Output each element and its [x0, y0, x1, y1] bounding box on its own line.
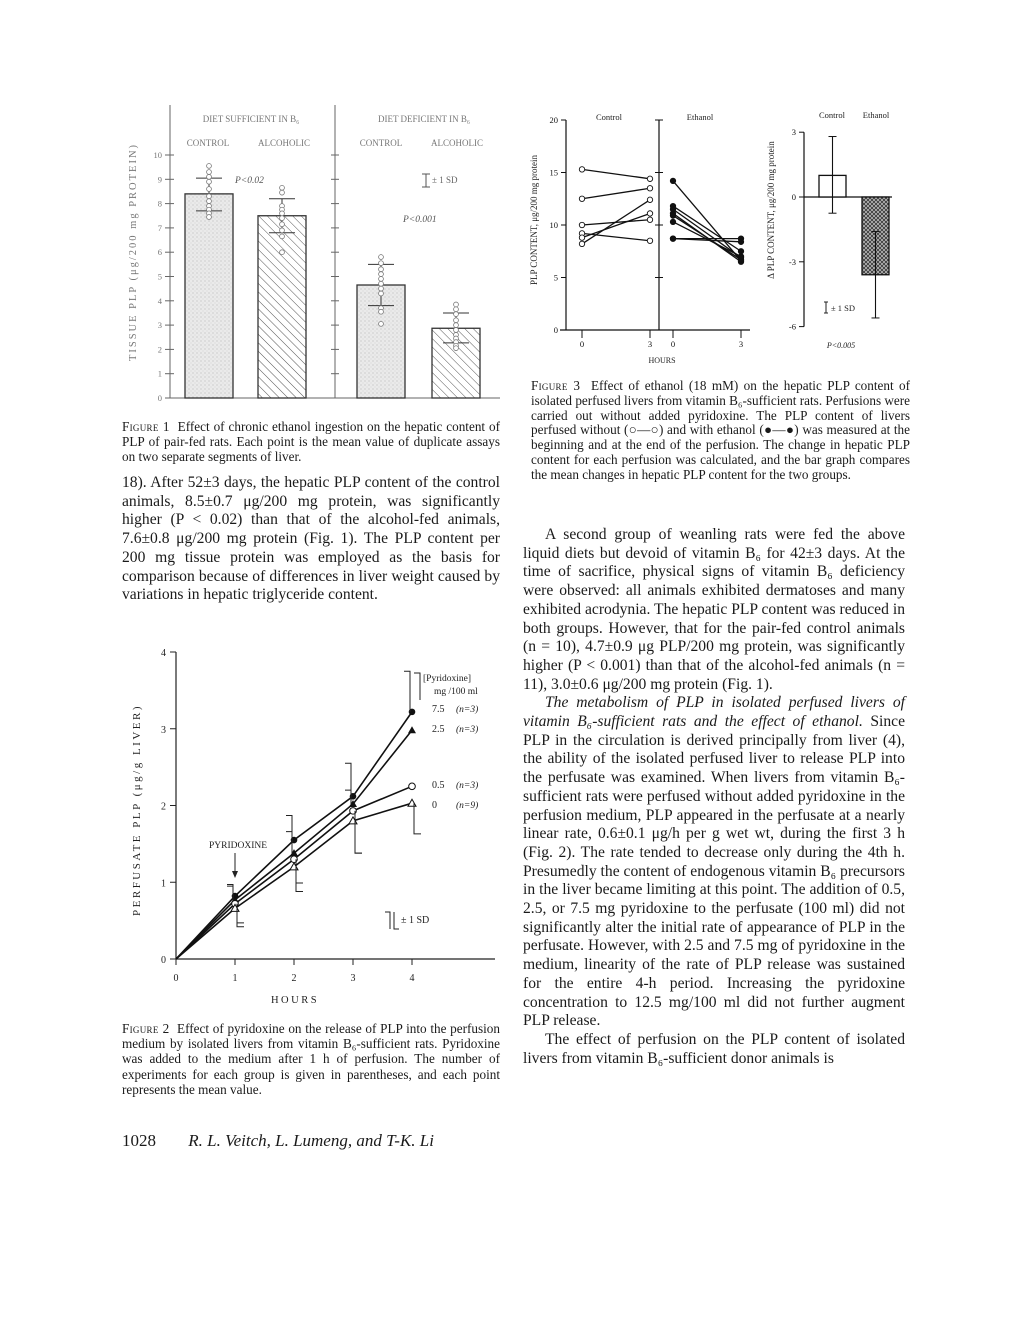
right-paragraph-1: A second group of weanling rats were fed the above liquid diets but devoid of vitamin B₆ for 42±3 days. At the time of sacrifice, physical signs of vitamin B₆ deficiency were observed: all animals exhibited dermatoses and many exhibited acrodynia. The hepatic PLP content was reduced in both groups. However, that for the pair-fed control animals (n = 10), 4.7±0.9 μg PLP/200 mg protein, was significantly higher (P < 0.001) than that of the alcohol-fed animals (n = 11), 3.0±0.6 μg/200 mg protein (Fig. 1). — [523, 526, 905, 693]
figure-3-pair-control — [579, 211, 652, 241]
figure-3-marker-open — [647, 238, 652, 243]
figure-1-bar — [185, 194, 233, 398]
figure-3-marker-filled — [670, 213, 675, 218]
figure-1-data-point — [454, 323, 459, 328]
figure-1-pvalue-2: P<0.001 — [403, 215, 437, 225]
figure-3-pvalue: P<0.005 — [826, 341, 856, 350]
figure-3-bar-ethanol — [862, 197, 889, 318]
figure-2-series-line — [176, 803, 412, 959]
figure-1-data-point — [379, 281, 384, 286]
figure-3-y-tick-label: 0 — [553, 325, 558, 335]
figure-1-data-point — [207, 164, 212, 169]
figure-1-y-tick-label: 2 — [157, 344, 162, 355]
figure-1-data-point — [280, 250, 285, 255]
figure-3-x-tick-label: 0 — [579, 339, 585, 349]
figure-2-x-tick-label: 0 — [173, 973, 179, 984]
figure-1-data-point — [379, 272, 384, 277]
figure-1-group-1-label: DIET SUFFICIENT IN B₆ — [202, 114, 300, 124]
figure-1-data-point — [454, 318, 459, 323]
figure-3-sd-legend — [824, 302, 855, 313]
figure-1-y-axis-label: TISSUE PLP (μg/200 mg PROTEIN) — [128, 142, 139, 362]
figure-1-y-tick-label: 5 — [157, 271, 162, 282]
figure-1-data-point — [207, 215, 212, 220]
figure-1-data-point — [280, 234, 285, 239]
figure-1-data-point — [280, 190, 285, 195]
figure-3-pair-ethanol — [670, 203, 743, 254]
figure-2-legend-title-1: [Pyridoxine] — [423, 674, 472, 684]
figure-3-right-y-tick-label: 3 — [791, 127, 796, 138]
right-paragraph-3: The effect of perfusion on the PLP content of isolated livers from vitamin B₆-sufficient donor animals is — [523, 1030, 905, 1067]
figure-2-y-tick-label: 4 — [161, 648, 166, 659]
figure-1-data-point — [454, 346, 459, 351]
figure-3-marker-filled — [670, 219, 675, 224]
figure-1-y-tick-label: 6 — [157, 247, 162, 258]
figure-1-data-point — [454, 302, 459, 307]
figure-1-bar-group — [357, 255, 405, 398]
figure-2-x-axis-label: HOURS — [270, 995, 320, 1006]
figure-1-data-point — [207, 194, 212, 199]
figure-3-panel-ethanol: Ethanol — [686, 112, 714, 122]
figure-3-marker-open — [647, 186, 652, 191]
figure-2-x-tick-label: 2 — [291, 973, 297, 984]
figure-1-data-point — [280, 216, 285, 221]
figure-1-caption-text: Effect of chronic ethanol ingestion on the hepatic content of PLP of pair-fed rats. Each point is the mean value of duplicate assays on two separate segments of liver. — [122, 419, 501, 465]
figure-2-legend-title-2: mg /100 ml — [434, 687, 478, 697]
figure-1-y-tick-label: 4 — [157, 295, 162, 306]
figure-1-data-point — [379, 321, 384, 326]
figure-1-y-tick-label: 9 — [157, 174, 162, 185]
left-paragraph-text: 18). After 52±3 days, the hepatic PLP content of the control animals, 8.5±0.7 μg/200 mg protein, was significantly higher (P < 0.02) than that of the alcohol-fed animals, 7.6±0.8 μg/200 mg protein (Fig. 1). The PLP content per 200 mg tissue protein was employed as the basis for comparison because of differences in liver weight caused by variations in hepatic triglyceride content. — [122, 474, 500, 604]
figure-2-pyridoxine-annotation — [209, 841, 267, 878]
figure-1-y-tick-label: 0 — [157, 393, 162, 403]
figure-3-marker-filled — [738, 249, 743, 254]
figure-2-sd-bracket — [355, 811, 362, 853]
figure-1-data-point — [379, 255, 384, 260]
figure-3-pair-control — [579, 167, 652, 182]
right-paragraph-2 — [523, 694, 905, 1031]
figure-3-right-y-tick-label: -3 — [788, 256, 796, 267]
figure-2-marker-open-triangle — [408, 799, 416, 806]
figure-1-y-tick-label: 10 — [153, 150, 162, 160]
figure-1-data-point — [280, 228, 285, 233]
figure-2-caption — [122, 1021, 500, 1097]
figure-1-data-point — [280, 185, 285, 190]
figure-3-pair-line — [582, 213, 650, 237]
figure-1-group-2-label: DIET DEFICIENT IN B₆ — [377, 114, 471, 124]
figure-1-sd-legend — [422, 174, 458, 187]
figure-2-legend-n: (n=3) — [456, 705, 479, 715]
figure-3-right-y-tick-label: 0 — [791, 192, 796, 202]
figure-3-marker-filled — [738, 239, 743, 244]
figure-3-caption-text: Effect of ethanol (18 mM) on the hepatic PLP content of isolated perfused livers from vitamin B₆-sufficient rats. Perfusions were carried out without added pyridoxine. The PLP content of livers perfused without (○—○) and with ethanol (●—●) was measured at the beginning and at the end of the perfusion. The change in hepatic PLP content for each perfusion was calculated, and the bar graph compares the mean changes in hepatic PLP content for the two groups. — [531, 378, 911, 482]
right-paragraph-2-body: Since PLP in the circulation is derived principally from liver (4), the ability of the isolated perfused liver to release PLP into the perfusate was examined. When livers from vitamin B₆-sufficient rats were perfused without added pyridoxine in the perfusion medium, PLP appeared in the perfusate at a nearly linear rate, 0.6±0.1 μg/h per g wet wt, during the first 3 h (Fig. 2). The rate tended to decrease only during the 4th h. Presumedly the content of endogenous vitamin B₆ precursors in the liver became limiting at this point. The addition of 0.5, 2.5, or 7.5 mg pyridoxine to the perfusate (100 ml) did not significantly alter the initial rate of appearance of PLP in the perfusate. However, with 2.5 and 7.5 mg of pyridoxine in the medium, linearity of the rate of PLP release was sustained for the entire 4-h period. Increasing the pyridoxine concentration to 12.5 mg/100 ml did not further augment PLP release. — [523, 713, 905, 1030]
figure-2-y-tick-label: 3 — [161, 724, 166, 736]
figure-2-series-line — [176, 712, 412, 959]
svg-text:± 1 SD: ± 1 SD — [401, 915, 430, 926]
figure-2-legend-n: (n=3) — [456, 725, 479, 735]
figure-2-marker-filled-triangle — [408, 726, 416, 733]
figure-1-data-point — [379, 291, 384, 296]
figure-2-chart — [110, 640, 510, 1010]
figure-1-caption-label: Figure 1 — [122, 419, 170, 434]
figure-3-marker-filled — [670, 178, 675, 183]
figure-3-caption — [531, 379, 910, 483]
figure-3-pair-line — [673, 206, 741, 251]
figure-3-panel-control: Control — [596, 112, 622, 122]
figure-1-caption — [122, 419, 500, 465]
figure-3-pair-line — [582, 169, 650, 178]
figure-2-x-tick-label: 3 — [350, 973, 356, 984]
figure-1-y-tick-label: 8 — [157, 198, 162, 209]
figure-3-caption-label: Figure 3 — [531, 378, 581, 393]
figure-3-marker-open — [647, 176, 652, 181]
figure-2-x-tick-label: 1 — [232, 973, 238, 984]
figure-3-marker-filled — [738, 254, 743, 259]
page-footer — [122, 1131, 434, 1151]
figure-1-cat-control-1: CONTROL — [186, 138, 230, 148]
figure-3-right-y-tick-label: -6 — [788, 321, 796, 332]
figure-1-data-point — [207, 170, 212, 175]
figure-2-sd-legend — [385, 912, 429, 929]
figure-1-data-point — [207, 174, 212, 179]
figure-1-y-tick-label: 7 — [157, 222, 162, 233]
figure-2-series-7-5 — [176, 671, 415, 959]
left-paragraph — [122, 474, 500, 605]
figure-2-series-0 — [176, 799, 421, 959]
figure-1-pvalue-1: P<0.02 — [235, 176, 264, 186]
figure-2-sd-bracket — [404, 671, 410, 712]
section-heading: The metabolism of PLP in isolated perfused livers of vitamin B₆-sufficient rats and the effect of ethanol. — [523, 694, 905, 731]
figure-3-marker-open — [579, 222, 584, 227]
figure-1-data-point — [207, 199, 212, 204]
figure-2-y-tick-label: 0 — [161, 955, 166, 966]
page-number: 1028 — [122, 1131, 156, 1150]
figure-3-left-y-axis-label: PLP CONTENT, μg/200 mg protein — [529, 154, 539, 286]
figure-2-legend-bracket — [414, 673, 420, 700]
figure-1-cat-alcoholic-2: ALCOHOLIC — [431, 138, 483, 148]
figure-1-cat-alcoholic-1: ALCOHOLIC — [258, 138, 310, 148]
figure-1-chart — [110, 100, 510, 410]
figure-3-pair-control — [579, 186, 652, 202]
figure-1-data-point — [379, 261, 384, 266]
figure-2-legend-n: (n=3) — [456, 781, 479, 791]
right-column-text — [523, 526, 905, 1068]
figure-1-data-point — [379, 277, 384, 282]
figure-3-right-y-axis-label: Δ PLP CONTENT, μg/200 mg protein — [766, 141, 776, 279]
figure-3-pair-control — [579, 231, 652, 244]
figure-3-x-tick-label: 3 — [647, 339, 653, 349]
figure-3-pair-control — [579, 197, 652, 246]
figure-1-data-point — [379, 267, 384, 272]
figure-2-sd-bracket — [296, 867, 303, 892]
figure-2-caption-label: Figure 2 — [122, 1021, 170, 1036]
figure-3-pair-line — [673, 216, 741, 260]
figure-1-data-point — [379, 286, 384, 291]
figure-2-series-line — [176, 786, 412, 959]
figure-1-data-point — [280, 211, 285, 216]
figure-1-bar-group — [258, 185, 306, 398]
figure-3-marker-open — [647, 211, 652, 216]
figure-3-marker-open — [579, 167, 584, 172]
figure-1-y-tick-label: 3 — [157, 320, 162, 331]
authors: R. L. Veitch, L. Lumeng, and T-K. Li — [188, 1131, 434, 1150]
figure-2-legend-value: 7.5 — [432, 704, 445, 715]
figure-1-data-point — [454, 328, 459, 333]
svg-text:PYRIDOXINE: PYRIDOXINE — [208, 841, 268, 851]
figure-3-chart — [520, 100, 920, 380]
figure-1-data-point — [207, 179, 212, 184]
figure-1-data-point — [280, 222, 285, 227]
figure-3-pair-line — [673, 209, 741, 257]
figure-1-bar-group — [185, 164, 233, 398]
figure-2-legend-value: 0 — [432, 800, 437, 811]
figure-3-y-tick-label: 20 — [549, 115, 558, 125]
svg-text:± 1 SD: ± 1 SD — [432, 175, 458, 185]
figure-2-sd-bracket — [355, 821, 362, 853]
figure-3-marker-open — [579, 241, 584, 246]
figure-2-legend-value: 2.5 — [432, 724, 445, 735]
figure-2-x-tick-label: 4 — [409, 973, 415, 984]
figure-2-y-tick-label: 1 — [161, 878, 166, 890]
figure-3-marker-open — [647, 197, 652, 202]
figure-1-y-tick-label: 1 — [157, 368, 162, 379]
figure-3-marker-open — [647, 217, 652, 222]
figure-2-caption-text: Effect of pyridoxine on the release of PLP into the perfusion medium by isolated livers from vitamin B₆-sufficient rats. Pyridoxine was added to the medium after 1 h of perfusion. The number of experiments for each group is given in parentheses, and each point represents the mean value. — [122, 1021, 500, 1097]
figure-3-marker-open — [579, 196, 584, 201]
figure-2-y-axis-label: PERFUSATE PLP (μg/g LIVER) — [131, 704, 143, 916]
figure-2-marker-open-circle — [409, 783, 416, 790]
figure-1-bar-group — [432, 302, 480, 398]
figure-3-y-tick-label: 15 — [549, 167, 558, 178]
figure-3-x-axis-label: HOURS — [648, 356, 676, 365]
figure-3-bar-label-ethanol: Ethanol — [862, 110, 890, 120]
figure-2-y-tick-label: 2 — [161, 801, 166, 813]
figure-2-sd-bracket — [414, 803, 421, 834]
figure-2-legend-value: 0.5 — [432, 780, 445, 791]
figure-3-y-tick-label: 5 — [553, 272, 558, 283]
figure-3-y-tick-label: 10 — [549, 220, 558, 230]
figure-3-marker-filled — [670, 236, 675, 241]
figure-3-pair-line — [582, 188, 650, 199]
figure-1-bar — [258, 216, 306, 398]
figure-1-data-point — [207, 187, 212, 192]
figure-3-bar-control — [819, 137, 846, 214]
figure-1-data-point — [454, 312, 459, 317]
figure-3-x-tick-label: 0 — [670, 339, 676, 349]
figure-3-bar-label-control: Control — [819, 110, 845, 120]
figure-1-data-point — [454, 307, 459, 312]
figure-3-x-tick-label: 3 — [738, 339, 744, 349]
figure-2-legend-n: (n=9) — [456, 801, 479, 811]
figure-1-data-point — [379, 309, 384, 314]
figure-1-cat-control-2: CONTROL — [359, 138, 403, 148]
svg-text:± 1 SD: ± 1 SD — [831, 303, 856, 313]
figure-3-marker-open — [579, 235, 584, 240]
